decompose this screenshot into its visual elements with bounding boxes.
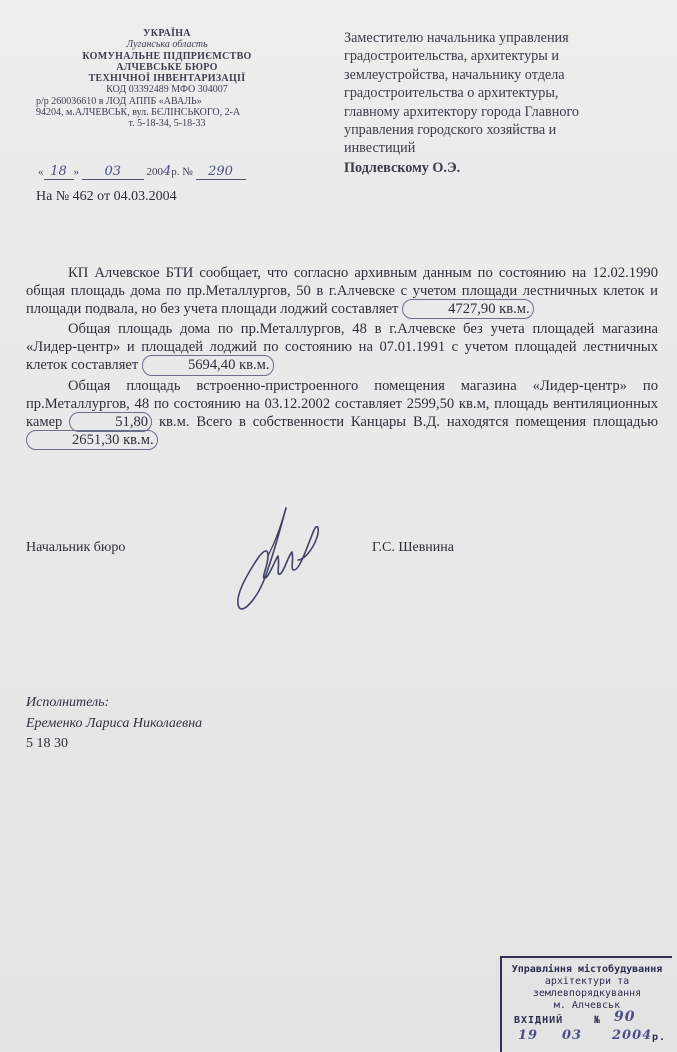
addressee-line4: градостроительства о архитектуры,: [344, 85, 559, 102]
addressee-line1: Заместителю начальника управления: [344, 30, 569, 46]
paragraph-3-text-b: кв.м. Всего в собственности Канцары В.Д. находятся помещения площадью: [158, 413, 659, 430]
date-month: 03: [82, 164, 144, 180]
signatory-name: Г.С. Шевнина: [372, 540, 454, 555]
stamp-year-unit: р.: [652, 1032, 667, 1043]
stamp-line2: архітектури та: [544, 976, 630, 987]
executor-block: [26, 693, 202, 755]
paragraph-1-text: КП Алчевское БТИ сообщает, что согласно архивным данным по состоянию на 12.02.1990 общая площадь дома по пр.Металлургов, 50 в г.Алчевске с учетом площади лестничных клеток и площади подвала, но без учета площади лоджий составляет: [26, 265, 658, 318]
letterhead: [36, 28, 298, 130]
date-close-quote: »: [73, 166, 79, 178]
paragraph-1: [26, 264, 658, 318]
stamp-line3: землевпорядкування: [532, 988, 642, 999]
outgoing-number-label: №: [182, 166, 193, 178]
addressee-line2: градостроительства, архитектуры и: [344, 48, 559, 65]
addressee-line5: главному архитектору города Главного: [344, 103, 579, 120]
reference-line: На № 462 от 04.03.2004: [36, 189, 177, 204]
addressee-block: [344, 29, 644, 177]
stamp-line1: Управління містобудування: [511, 964, 663, 975]
area-value-house-50: 4727,90 кв.м.: [402, 299, 534, 319]
date-open-quote: «: [38, 166, 44, 178]
letterhead-region: Луганська область: [126, 39, 208, 51]
addressee-line6: управления городского хозяйства и: [344, 122, 557, 139]
stamp-incoming-label: ВХІДНИЙ: [514, 1015, 564, 1026]
letterhead-org-line2: АЛЧЕВСЬКЕ БЮРО: [116, 61, 218, 73]
date-day: 18: [44, 164, 74, 180]
outgoing-date-line: [38, 164, 246, 180]
stamp-line4: м. Алчевськ: [553, 1000, 621, 1011]
letterhead-address: 94204, м.АЛЧЕВСЬК, вул. БЄЛІНСЬКОГО, 2-А: [36, 107, 241, 119]
stamp-date-month: 03: [562, 1028, 583, 1043]
stamp-date-year: 2004: [612, 1028, 653, 1043]
addressee-name: Подлевскому О.Э.: [344, 159, 461, 176]
letterhead-account: р/р 260036610 в ЛОД АППБ «АВАЛЬ»: [36, 95, 202, 107]
signatory-position: Начальник бюро: [26, 540, 126, 555]
date-year-unit: р.: [171, 166, 180, 178]
executor-phone: 5 18 30: [26, 736, 68, 751]
handwritten-signature: [228, 500, 338, 620]
addressee-line7: инвестиций: [344, 140, 416, 157]
letterhead-org-line3: ТЕХНІЧНОЇ ІНВЕНТАРИЗАЦІЇ: [88, 73, 246, 85]
stamp-date-day: 19: [518, 1028, 539, 1043]
paragraph-2-text: Общая площадь дома по пр.Металлургов, 48 в г.Алчевске без учета площадей магазина «Лидер-центр» и площадей лоджий по состоянию на 07.01.1991 с учетом площадей лестничных клеток составляет: [26, 321, 658, 374]
letterhead-country: УКРАЇНА: [143, 28, 191, 39]
stamp-number: 90: [614, 1009, 636, 1025]
date-year-suffix: 4: [163, 164, 172, 179]
paragraph-3: [26, 377, 658, 449]
letter-body: [26, 264, 658, 451]
paragraph-2: [26, 320, 658, 374]
date-year-prefix: 200: [146, 166, 163, 178]
executor-label: Исполнитель:: [26, 695, 110, 710]
incoming-stamp: [500, 956, 672, 1052]
letterhead-codes: КОД 03392489 МФО 304007: [106, 84, 228, 96]
area-value-ventilation: 51,80: [69, 412, 152, 432]
letterhead-phones: т. 5-18-34, 5-18-33: [128, 118, 206, 130]
paragraph-3-text-a: Общая площадь встроенно-пристроенного помещения магазина «Лидер-центр» по пр.Металлургов, 48 по состоянию на 03.12.2002 составляет 2599,50 кв.м, площадь вентиляционных камер: [26, 377, 658, 430]
letterhead-org-line1: КОМУНАЛЬНЕ ПІДПРИЄМСТВО: [82, 50, 252, 62]
executor-name: Еременко Лариса Николаевна: [26, 715, 203, 731]
area-value-house-48: 5694,40 кв.м.: [142, 355, 274, 375]
outgoing-number: 290: [196, 164, 246, 180]
area-value-owned: 2651,30 кв.м.: [26, 430, 158, 450]
addressee-line3: землеустройства, начальнику отдела: [344, 66, 565, 83]
stamp-number-label: №: [594, 1015, 602, 1026]
